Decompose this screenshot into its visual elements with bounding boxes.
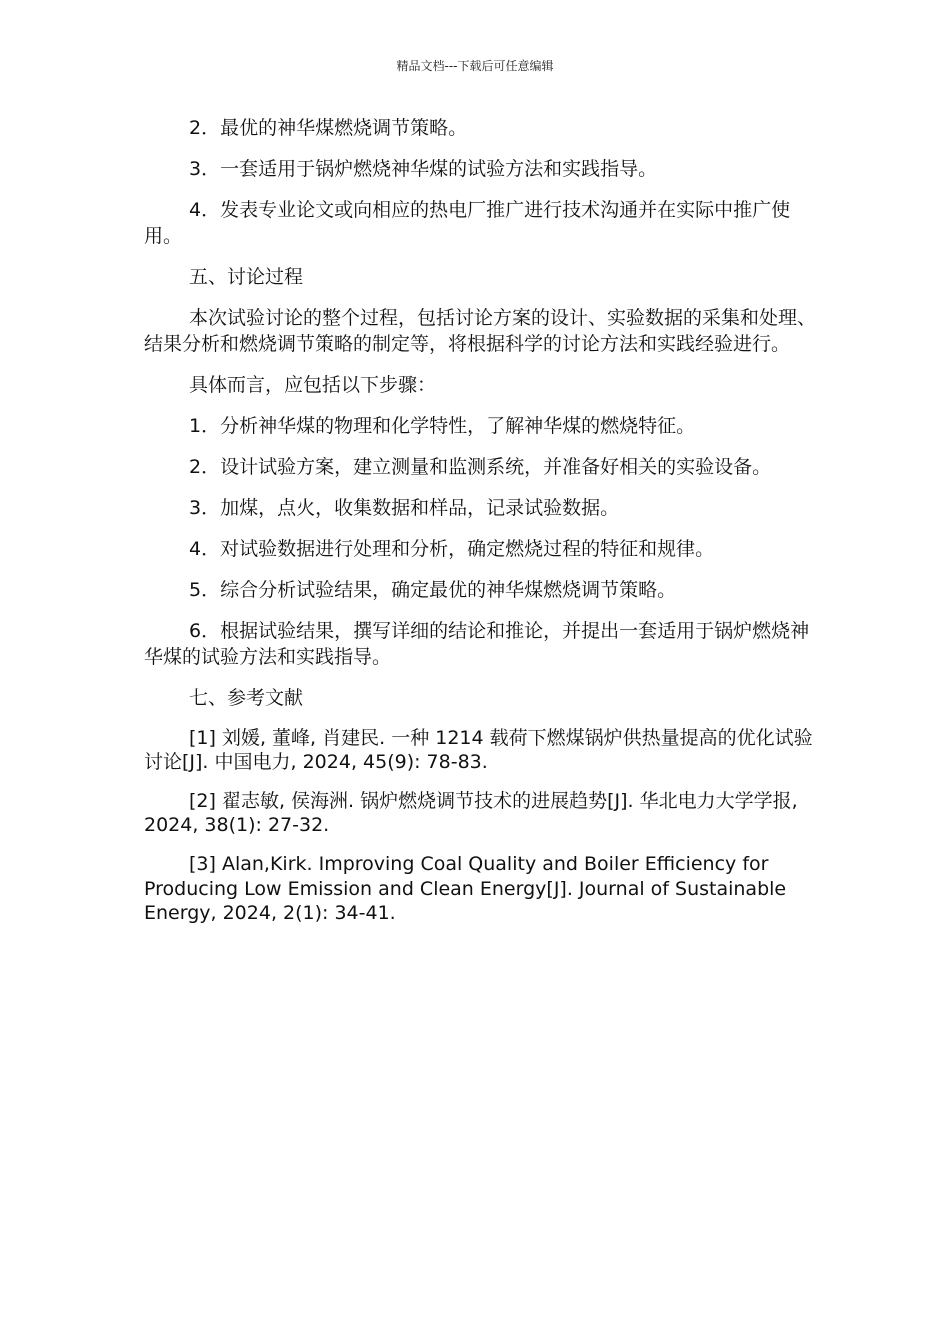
reference-item-3: [3] Alan,Kirk. Improving Coal Quality and Boiler Efficiency for Producing Low Emission and Clean Energy[J]. Journal of Sustainable Energy, 2024, 2(1): 34-41. <box>144 853 787 924</box>
outcome-item-3: 3．一套适用于锅炉燃烧神华煤的试验方法和实践指导。 <box>189 158 658 180</box>
steps-intro-paragraph: 具体而言，应包括以下步骤： <box>189 374 437 396</box>
reference-item-1: [1] 刘媛, 董峰, 肖建民. 一种 1214 载荷下燃煤锅炉供热量提高的优化试验讨论[J]. 中国电力, 2024, 45(9): 78-83. <box>144 727 813 773</box>
reference-item-2: [2] 翟志敏, 侯海洲. 锅炉燃烧调节技术的进展趋势[J]. 华北电力大学学报, 2024, 38(1): 27-32. <box>144 790 798 836</box>
outcome-item-4: 4．发表专业论文或向相应的热电厂推广进行技术沟通并在实际中推广使用。 <box>144 199 791 247</box>
step-item-6: 6．根据试验结果，撰写详细的结论和推论，并提出一套适用于锅炉燃烧神华煤的试验方法和实践指导。 <box>144 620 810 668</box>
step-item-3: 3．加煤，点火，收集数据和样品，记录试验数据。 <box>189 497 620 519</box>
page-header: 精品文档---下载后可任意编辑 <box>396 59 554 73</box>
step-item-2: 2．设计试验方案，建立测量和监测系统，并准备好相关的实验设备。 <box>189 456 772 478</box>
document-body <box>144 115 819 941</box>
section-heading-references: 七、参考文献 <box>189 687 304 709</box>
step-item-1: 1．分析神华煤的物理和化学特性，了解神华煤的燃烧特征。 <box>189 415 696 437</box>
discussion-intro-paragraph: 本次试验讨论的整个过程，包括讨论方案的设计、实验数据的采集和处理、结果分析和燃烧调节策略的制定等，将根据科学的讨论方法和实践经验进行。 <box>144 307 817 355</box>
step-item-5: 5．综合分析试验结果，确定最优的神华煤燃烧调节策略。 <box>189 579 677 601</box>
section-heading-discussion-process: 五、讨论过程 <box>189 266 304 288</box>
step-item-4: 4．对试验数据进行处理和分析，确定燃烧过程的特征和规律。 <box>189 538 715 560</box>
outcome-item-2: 2．最优的神华煤燃烧调节策略。 <box>189 117 468 139</box>
